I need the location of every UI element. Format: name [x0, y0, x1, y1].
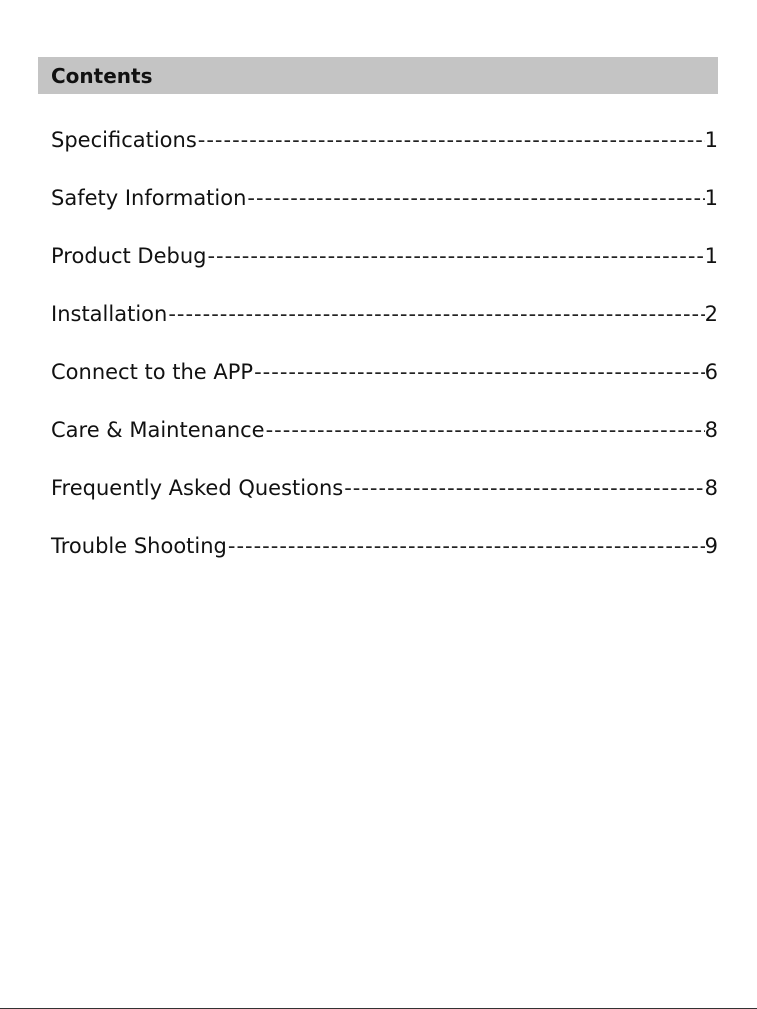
toc-dot-leader [167, 296, 704, 332]
contents-header-bar [38, 57, 718, 94]
toc-entry-trouble-shooting[interactable] [51, 528, 718, 586]
toc-entry-title: Safety Information [51, 186, 247, 210]
toc-page-number: 9 [704, 534, 718, 558]
toc-entry-title: Product Debug [51, 244, 207, 268]
toc-page-number: 2 [704, 302, 718, 326]
toc-dot-leader [343, 470, 704, 506]
table-of-contents [51, 122, 718, 586]
toc-entry-care-maintenance[interactable] [51, 412, 718, 470]
toc-entry-product-debug[interactable] [51, 238, 718, 296]
toc-page-number: 6 [704, 360, 718, 384]
toc-entry-title: Specifications [51, 128, 197, 152]
toc-dot-leader [246, 180, 704, 216]
toc-entry-frequently-asked-questions[interactable] [51, 470, 718, 528]
toc-entry-title: Trouble Shooting [51, 534, 227, 558]
toc-entry-connect-to-the-app[interactable] [51, 354, 718, 412]
toc-page-number: 8 [704, 476, 718, 500]
toc-page-number: 1 [704, 244, 718, 268]
toc-page-number: 8 [704, 418, 718, 442]
toc-dot-leader [227, 528, 705, 564]
toc-entry-safety-information[interactable] [51, 180, 718, 238]
toc-entry-installation[interactable] [51, 296, 718, 354]
toc-dot-leader [265, 412, 705, 448]
toc-page-number: 1 [704, 186, 718, 210]
toc-entry-title: Installation [51, 302, 168, 326]
toc-dot-leader [206, 238, 704, 274]
toc-entry-title: Connect to the APP [51, 360, 254, 384]
toc-dot-leader [253, 354, 705, 390]
toc-dot-leader [197, 122, 705, 158]
toc-entry-title: Care & Maintenance [51, 418, 265, 442]
toc-page-number: 1 [704, 128, 718, 152]
toc-entry-title: Frequently Asked Questions [51, 476, 344, 500]
contents-title: Contents [51, 64, 153, 88]
toc-entry-specifications[interactable] [51, 122, 718, 180]
